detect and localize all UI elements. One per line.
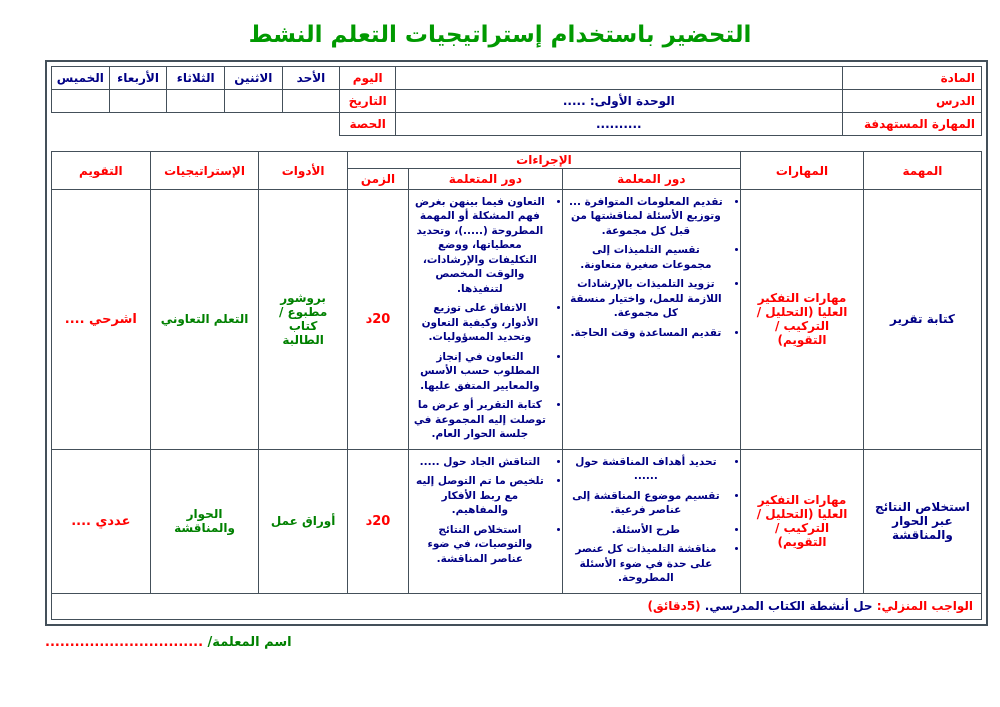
lesson-label: الدرس	[842, 90, 982, 113]
unit-value-cell: الوحدة الأولى: .....	[396, 90, 842, 113]
tools-cell: أوراق عمل	[259, 449, 347, 593]
header-row-skill	[52, 113, 982, 136]
day-header-wednesday: الأربعاء	[109, 67, 167, 90]
bullet-item: • طرح الأسئلة.	[567, 523, 726, 537]
subject-value-cell	[396, 67, 842, 90]
evaluation-header: التقويم	[52, 152, 151, 190]
bullet-item: • تحديد أهداف المناقشة حول ......	[567, 455, 726, 484]
page-title: التحضير باستخدام إستراتيجيات التعلم النشط	[248, 22, 752, 48]
day-label: اليوم	[340, 67, 396, 90]
teacher-name-line	[45, 635, 988, 650]
learner-role-list	[411, 195, 559, 442]
bullet-item: • تقسيم التلميذات إلى مجموعات صغيرة متعاونة.	[567, 243, 726, 272]
skills-header: المهارات	[741, 152, 864, 190]
day-header-tuesday: الثلاثاء	[167, 67, 225, 90]
header-spacer	[52, 113, 340, 136]
period-label: الحصة	[340, 113, 396, 136]
table-header-row-1	[52, 152, 982, 169]
skills-cell: مهارات التفكير العليا (التحليل / التركيب / التقويم)	[741, 449, 864, 593]
bullet-item: • تقديم المعلومات المتوافرة ... وتوزيع الأسئلة لمناقشتها من قبل كل مجموعة.	[567, 195, 726, 238]
section-gap	[51, 136, 982, 151]
strategies-header: الإستراتيجيات	[150, 152, 259, 190]
bullet-item: • كتابة التقرير أو عرض ما توصلت إليه المجموعة في جلسة الحوار العام.	[413, 398, 546, 441]
bullet-item: • التعاون في إنجاز المطلوب حسب الأسس والمعايير المتفق عليها.	[413, 350, 546, 393]
homework-label: الواجب المنزلي:	[876, 599, 973, 614]
bullet-item: • التعاون فيما بينهن بغرض فهم المشكلة أو المهمة المطروحة (.....)، وتحديد معطياتها، ووضع التكليفات والإرشادات، والوقت المخصص لتنفيذها.	[413, 195, 546, 296]
time-header: الزمن	[347, 169, 408, 190]
learner-role-list	[411, 455, 559, 566]
evaluation-cell: اشرحي ....	[52, 190, 151, 450]
form-container	[45, 60, 988, 626]
tools-cell: بروشور مطبوع / كتاب الطالبة	[259, 190, 347, 450]
day-header-sunday: الأحد	[282, 67, 340, 90]
homework-row	[52, 593, 982, 619]
day-empty-cell	[282, 90, 340, 113]
task-cell: استخلاص النتائج عبر الحوار والمناقشة	[863, 449, 981, 593]
bullet-item: • تلخيص ما تم التوصل إليه مع ربط الأفكار والمفاهيم.	[413, 474, 546, 517]
header-row-lesson	[52, 90, 982, 113]
learner-role-cell	[409, 190, 562, 450]
tools-header: الأدوات	[259, 152, 347, 190]
learner-role-header: دور المتعلمة	[409, 169, 562, 190]
skills-cell: مهارات التفكير العليا (التحليل / التركيب / التقويم)	[741, 190, 864, 450]
homework-cell	[52, 593, 982, 619]
homework-duration: (5دقائق)	[647, 599, 701, 614]
bullet-item: • تزويد التلميذات بالإرشادات اللازمة للعمل، واختيار منسقة كل مجموعة.	[567, 277, 726, 320]
day-empty-cell	[225, 90, 283, 113]
bullet-item: • استخلاص النتائج والتوصيات، في ضوء عناصر المناقشة.	[413, 523, 546, 566]
bullet-item: • تقديم المساعدة وقت الحاجة.	[567, 326, 726, 340]
table-row	[52, 190, 982, 450]
bullet-item: • مناقشة التلميذات كل عنصر على حدة في ضوء الأسئلة المطروحة.	[567, 542, 726, 585]
task-cell: كتابة تقرير	[863, 190, 981, 450]
bullet-item: • التناقش الجاد حول .....	[413, 455, 546, 469]
time-cell: 20د	[347, 449, 408, 593]
lesson-plan-page	[0, 22, 1000, 650]
teacher-role-list	[565, 195, 739, 340]
time-cell: 20د	[347, 190, 408, 450]
header-row-subject	[52, 67, 982, 90]
bullet-item: • الاتفاق على توزيع الأدوار، وكيفية التعاون وتحديد المسؤوليات.	[413, 301, 546, 344]
header-info-table	[51, 66, 982, 136]
lesson-plan-table	[51, 151, 982, 620]
subject-label: المادة	[842, 67, 982, 90]
teacher-role-list	[565, 455, 739, 586]
teacher-name-label: اسم المعلمة/	[203, 634, 292, 650]
teacher-role-cell	[562, 190, 741, 450]
evaluation-cell: عددي ....	[52, 449, 151, 593]
homework-text: حل أنشطة الكتاب المدرسي.	[700, 599, 877, 614]
teacher-name-dots: ................................	[45, 634, 204, 650]
teacher-role-cell	[562, 449, 741, 593]
day-empty-cell	[52, 90, 110, 113]
procedures-header: الإجراءات	[347, 152, 740, 169]
date-label: التاريخ	[340, 90, 396, 113]
day-header-thursday: الخميس	[52, 67, 110, 90]
task-header: المهمة	[863, 152, 981, 190]
table-row	[52, 449, 982, 593]
strategy-cell: التعلم التعاوني	[150, 190, 259, 450]
bullet-item: • تقسيم موضوع المناقشة إلى عناصر فرعية.	[567, 489, 726, 518]
period-value-cell: ..........	[396, 113, 842, 136]
teacher-role-header: دور المعلمة	[562, 169, 741, 190]
target-skill-label: المهارة المستهدفة	[842, 113, 982, 136]
day-empty-cell	[167, 90, 225, 113]
day-header-monday: الاثنين	[225, 67, 283, 90]
strategy-cell: الحوار والمناقشة	[150, 449, 259, 593]
learner-role-cell	[409, 449, 562, 593]
day-empty-cell	[109, 90, 167, 113]
